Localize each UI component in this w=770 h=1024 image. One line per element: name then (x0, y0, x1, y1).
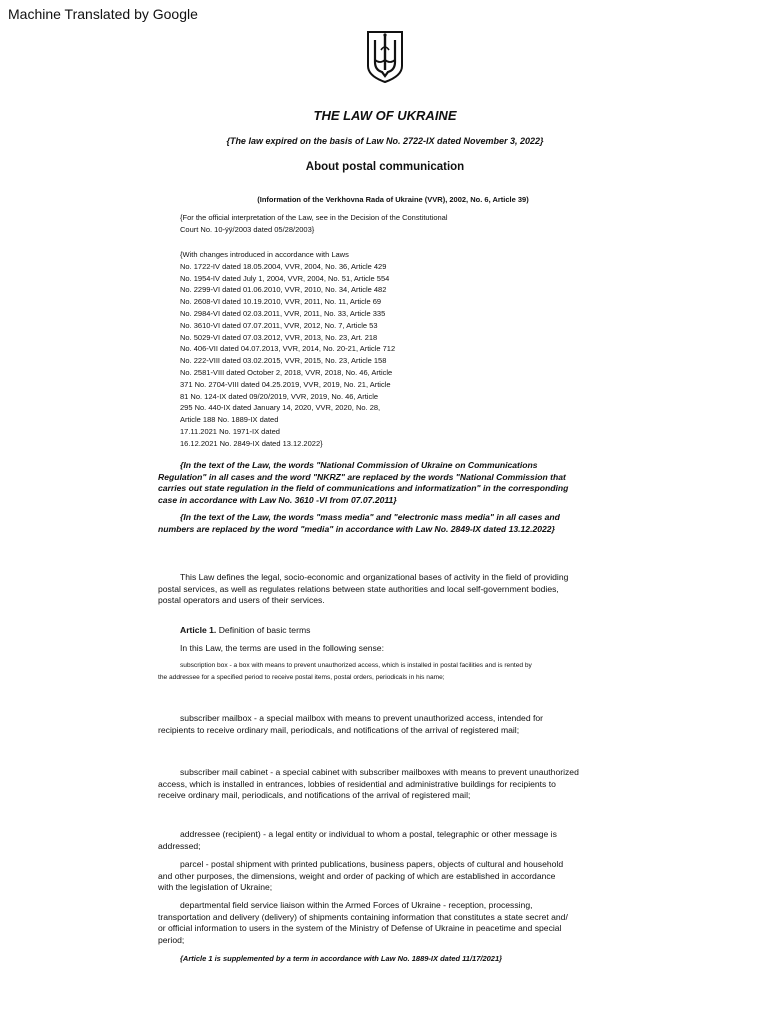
note-line: case in accordance with Law No. 3610 -VI from 07.07.2011} (158, 494, 397, 505)
article-number: Article 1. (180, 625, 217, 635)
paragraph-line: parcel - postal shipment with printed publications, business papers, objects of cultural and household (180, 859, 564, 869)
expiry-notice: {The law expired on the basis of Law No. 2722-IX dated November 3, 2022} (226, 136, 544, 146)
paragraph-line: postal services, as well as regulates relations between state authorities and local self-government bodies, (158, 583, 559, 594)
paragraph-line: addressed; (158, 840, 201, 851)
changes-line: No. 406-VII dated 04.07.2013, VVR, 2014, No. 20-21, Article 712 (180, 344, 396, 354)
paragraph-line: postal operators and users of their services. (158, 595, 325, 606)
paragraph-line: the addressee for a specified period to receive postal items, postal orders, periodicals in his name; (158, 673, 445, 681)
changes-line: Article 188 No. 1889-IX dated (180, 415, 279, 425)
changes-line: No. 3610-VI dated 07.07.2011, VVR, 2012, No. 7, Article 53 (180, 320, 378, 330)
changes-line: 81 No. 124-IX dated 09/20/2019, VVR, 2019, No. 46, Article (180, 391, 379, 401)
publication-info: (Information of the Verkhovna Rada of Ukraine (VVR), 2002, No. 6, Article 39) (257, 195, 529, 204)
changes-line: No. 2299-VI dated 01.06.2010, VVR, 2010, No. 34, Article 482 (180, 285, 387, 295)
law-title: THE LAW OF UKRAINE (313, 108, 457, 123)
changes-line: {With changes introduced in accordance with Laws (180, 250, 349, 259)
changes-line: No. 5029-VI dated 07.03.2012, VVR, 2013, No. 23, Art. 218 (180, 332, 378, 342)
intro-paragraph (158, 572, 616, 607)
changes-line: No. 222-VIII dated 03.02.2015, VVR, 2015, No. 23, Article 158 (180, 356, 387, 366)
changes-line: No. 2984-VI dated 02.03.2011, VVR, 2011, No. 33, Article 335 (180, 308, 386, 318)
changes-line: No. 1954-IV dated July 1, 2004, VVR, 2004, No. 51, Article 554 (180, 273, 390, 283)
paragraph-line: In this Law, the terms are used in the following sense: (180, 643, 384, 653)
paragraph-line: receive ordinary mail, periodicals, and notifications of the arrival of registered mail; (158, 790, 471, 801)
changes-line: 295 No. 440-IX dated January 14, 2020, VVR, 2020, No. 28, (180, 403, 381, 413)
changes-line: 16.12.2021 No. 2849-IX dated 13.12.2022} (180, 438, 323, 448)
paragraph-line: addressee (recipient) - a legal entity or individual to whom a postal, telegraphic or other message is (180, 829, 557, 839)
changes-line: 17.11.2021 No. 1971-IX dated (180, 426, 280, 436)
note-line: {In the text of the Law, the words "National Commission of Ukraine on Communications (180, 460, 538, 470)
paragraph-line: subscriber mail cabinet - a special cabinet with subscriber mailboxes with means to prevent unauthorized (180, 767, 579, 777)
changes-line: 371 No. 2704-VIII dated 04.25.2019, VVR, 2019, No. 21, Article (180, 379, 391, 389)
term-addressee (158, 829, 616, 852)
coat-of-arms-emblem (366, 30, 404, 84)
paragraph-line: This Law defines the legal, socio-economic and organizational bases of activity in the field of providing (180, 572, 569, 582)
interpretation-line: Court No. 10-ÿÿ/2003 dated 05/28/2003} (180, 225, 315, 234)
changes-list (180, 249, 440, 450)
paragraph-line: subscription box - a box with means to prevent unauthorized access, which is installed in postal facilities and is rented by (180, 662, 532, 669)
interpretation-line: {For the official interpretation of the Law, see in the Decision of the Constitutional (180, 213, 448, 222)
law-subtitle: About postal communication (305, 161, 465, 173)
note-line: numbers are replaced by the word "media" in accordance with Law No. 2849-IX dated 13.12.2022} (158, 523, 555, 534)
paragraph-line: access, which is installed in entrances, lobbies of residential and administrative buildings for recipients to (158, 778, 556, 789)
note-line: carries out state regulation in the field of communications and informatization" in the corresponding (158, 483, 569, 493)
paragraph-line: with the legislation of Ukraine; (158, 882, 273, 893)
article-1-heading (158, 625, 616, 637)
term-subscription-box (158, 660, 628, 684)
paragraph-line: and other purposes, the dimensions, weight and order of packing of which are established in accordance (158, 870, 556, 881)
machine-translation-banner: Machine Translated by Google (8, 6, 198, 22)
terms-intro (158, 643, 616, 655)
term-field-service (158, 900, 616, 946)
note-line: Regulation" in all cases and the word "NKRZ" are replaced by the words "National Commission that (158, 471, 566, 482)
changes-line: No. 2581-VIII dated October 2, 2018, VVR, 2018, No. 46, Article (180, 367, 393, 377)
paragraph-line: period; (158, 934, 185, 945)
changes-line: No. 2608-VI dated 10.19.2010, VVR, 2011, No. 11, Article 69 (180, 297, 382, 307)
note-line: {In the text of the Law, the words "mass media" and "electronic mass media" in all cases and (180, 512, 560, 522)
paragraph-line: transportation and delivery (delivery) of shipments containing information that constitutes a state secret and/ (158, 911, 568, 922)
term-parcel (158, 859, 616, 894)
interpretation-note (180, 212, 500, 236)
editorial-note-nkrz (158, 460, 614, 506)
paragraph-line: recipients to receive ordinary mail, periodicals, and notifications of the arrival of registered mail; (158, 724, 520, 735)
paragraph-line: or official information to users in the system of the Ministry of Defense of Ukraine in peacetime and special (158, 923, 562, 934)
changes-line: No. 1722-IV dated 18.05.2004, VVR, 2004, No. 36, Article 429 (180, 261, 387, 271)
editorial-note-media (158, 512, 614, 535)
article-title: Definition of basic terms (218, 625, 311, 635)
term-subscriber-mailbox (158, 713, 616, 736)
term-mail-cabinet (158, 767, 616, 802)
article-1-amendment-note: {Article 1 is supplemented by a term in accordance with Law No. 1889-IX dated 11/17/2021} (180, 954, 503, 963)
paragraph-line: subscriber mailbox - a special mailbox with means to prevent unauthorized access, intended for (180, 713, 544, 723)
paragraph-line: departmental field service liaison within the Armed Forces of Ukraine - reception, processing, (180, 900, 533, 910)
